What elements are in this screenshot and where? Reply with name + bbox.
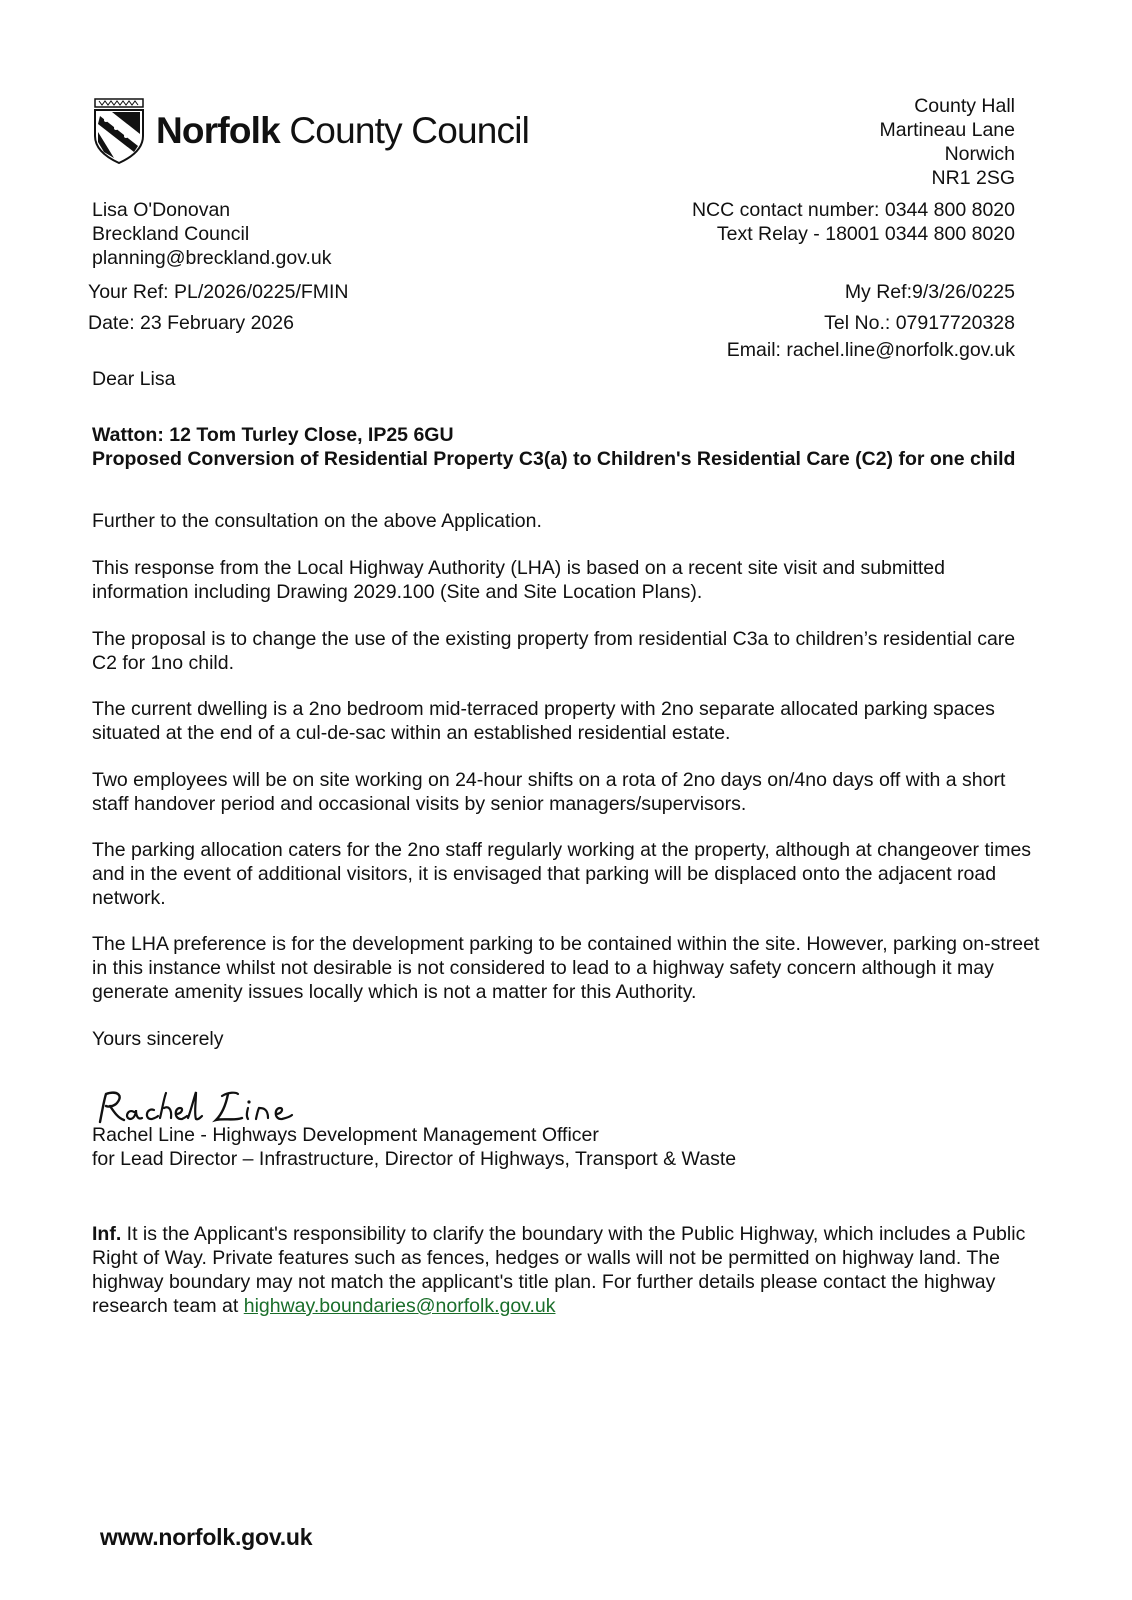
body-paragraph: The LHA preference is for the development parking to be contained within the site. However, parking on-street in this instance whilst not desirable is not considered to lead to a highway safety concern although it may generate amenity issues locally which is not a matter for this Authority.: [92, 933, 1040, 1003]
my-ref: My Ref:9/3/26/0225: [844, 281, 1015, 303]
recipient-name: Lisa O'Donovan: [92, 199, 231, 221]
body-paragraph: The current dwelling is a 2no bedroom mid-terraced property with 2no separate allocated parking spaces situated at the end of a cul-de-sac within an established residential estate.: [92, 698, 995, 744]
signatory-department: for Lead Director – Infrastructure, Director of Highways, Transport & Waste: [92, 1148, 737, 1170]
contact-block: [692, 198, 1015, 246]
address-line: County Hall: [914, 95, 1015, 117]
your-ref-block: [88, 280, 349, 335]
text-relay: Text Relay - 18001 0344 800 8020: [716, 223, 1015, 245]
my-ref-block: [727, 280, 1015, 362]
signature-image: [96, 1090, 326, 1124]
footer-website: www.norfolk.gov.uk: [100, 1524, 313, 1550]
address-line: NR1 2SG: [931, 167, 1015, 189]
address-line: Norwich: [944, 143, 1015, 165]
subject-line-2: Proposed Conversion of Residential Property C3(a) to Children's Residential Care (C2) for one child: [92, 448, 1016, 470]
contact-number: NCC contact number: 0344 800 8020: [691, 199, 1015, 221]
body-paragraph: Two employees will be on site working on 24-hour shifts on a rota of 2no days on/4no days off with a short staff handover period and occasional visits by senior managers/supervisors.: [92, 769, 1006, 815]
subject-line-1: Watton: 12 Tom Turley Close, IP25 6GU: [92, 424, 454, 446]
council-crest-icon: [94, 98, 144, 164]
officer-email: Email: rachel.line@norfolk.gov.uk: [726, 339, 1015, 361]
council-name: Norfolk County Council: [156, 110, 530, 151]
closing: Yours sincerely: [92, 1028, 224, 1050]
council-address: [879, 94, 1015, 190]
informative-note: [92, 1222, 1042, 1318]
your-ref: Your Ref: PL/2026/0225/FMIN: [88, 281, 349, 303]
letter-date: Date: 23 February 2026: [88, 312, 294, 334]
informative-label: Inf.: [92, 1223, 122, 1245]
informative-text: It is the Applicant's responsibility to clarify the boundary with the Public Highway, which includes a Public Right of Way. Private features such as fences, hedges or walls will not be permitted on highway land. The highway boundary may not match the applicant's title plan. For further details please contact the highway research team at: [92, 1223, 1026, 1317]
body-paragraph: Further to the consultation on the above Application.: [92, 510, 542, 532]
recipient-block: [92, 198, 332, 270]
salutation: Dear Lisa: [92, 368, 176, 390]
highway-boundaries-email-link[interactable]: highway.boundaries@norfolk.gov.uk: [243, 1295, 556, 1317]
body-paragraph: The proposal is to change the use of the existing property from residential C3a to children’s residential care C2 for 1no child.: [92, 628, 1016, 674]
body-paragraph: This response from the Local Highway Authority (LHA) is based on a recent site visit and submitted information including Drawing 2029.100 (Site and Site Location Plans).: [92, 557, 945, 603]
recipient-email: planning@breckland.gov.uk: [92, 247, 332, 269]
address-line: Martineau Lane: [879, 119, 1015, 141]
council-logo: [94, 98, 529, 164]
tel-number: Tel No.: 07917720328: [824, 312, 1015, 334]
body-paragraph: The parking allocation caters for the 2no staff regularly working at the property, although at changeover times and in the event of additional visitors, it is envisaged that parking will be displaced onto the adjacent road network.: [92, 839, 1032, 909]
subject-heading: [92, 423, 1032, 471]
recipient-organisation: Breckland Council: [92, 223, 250, 245]
signatory-title: Rachel Line - Highways Development Management Officer: [92, 1124, 599, 1146]
signatory-block: [92, 1123, 736, 1171]
